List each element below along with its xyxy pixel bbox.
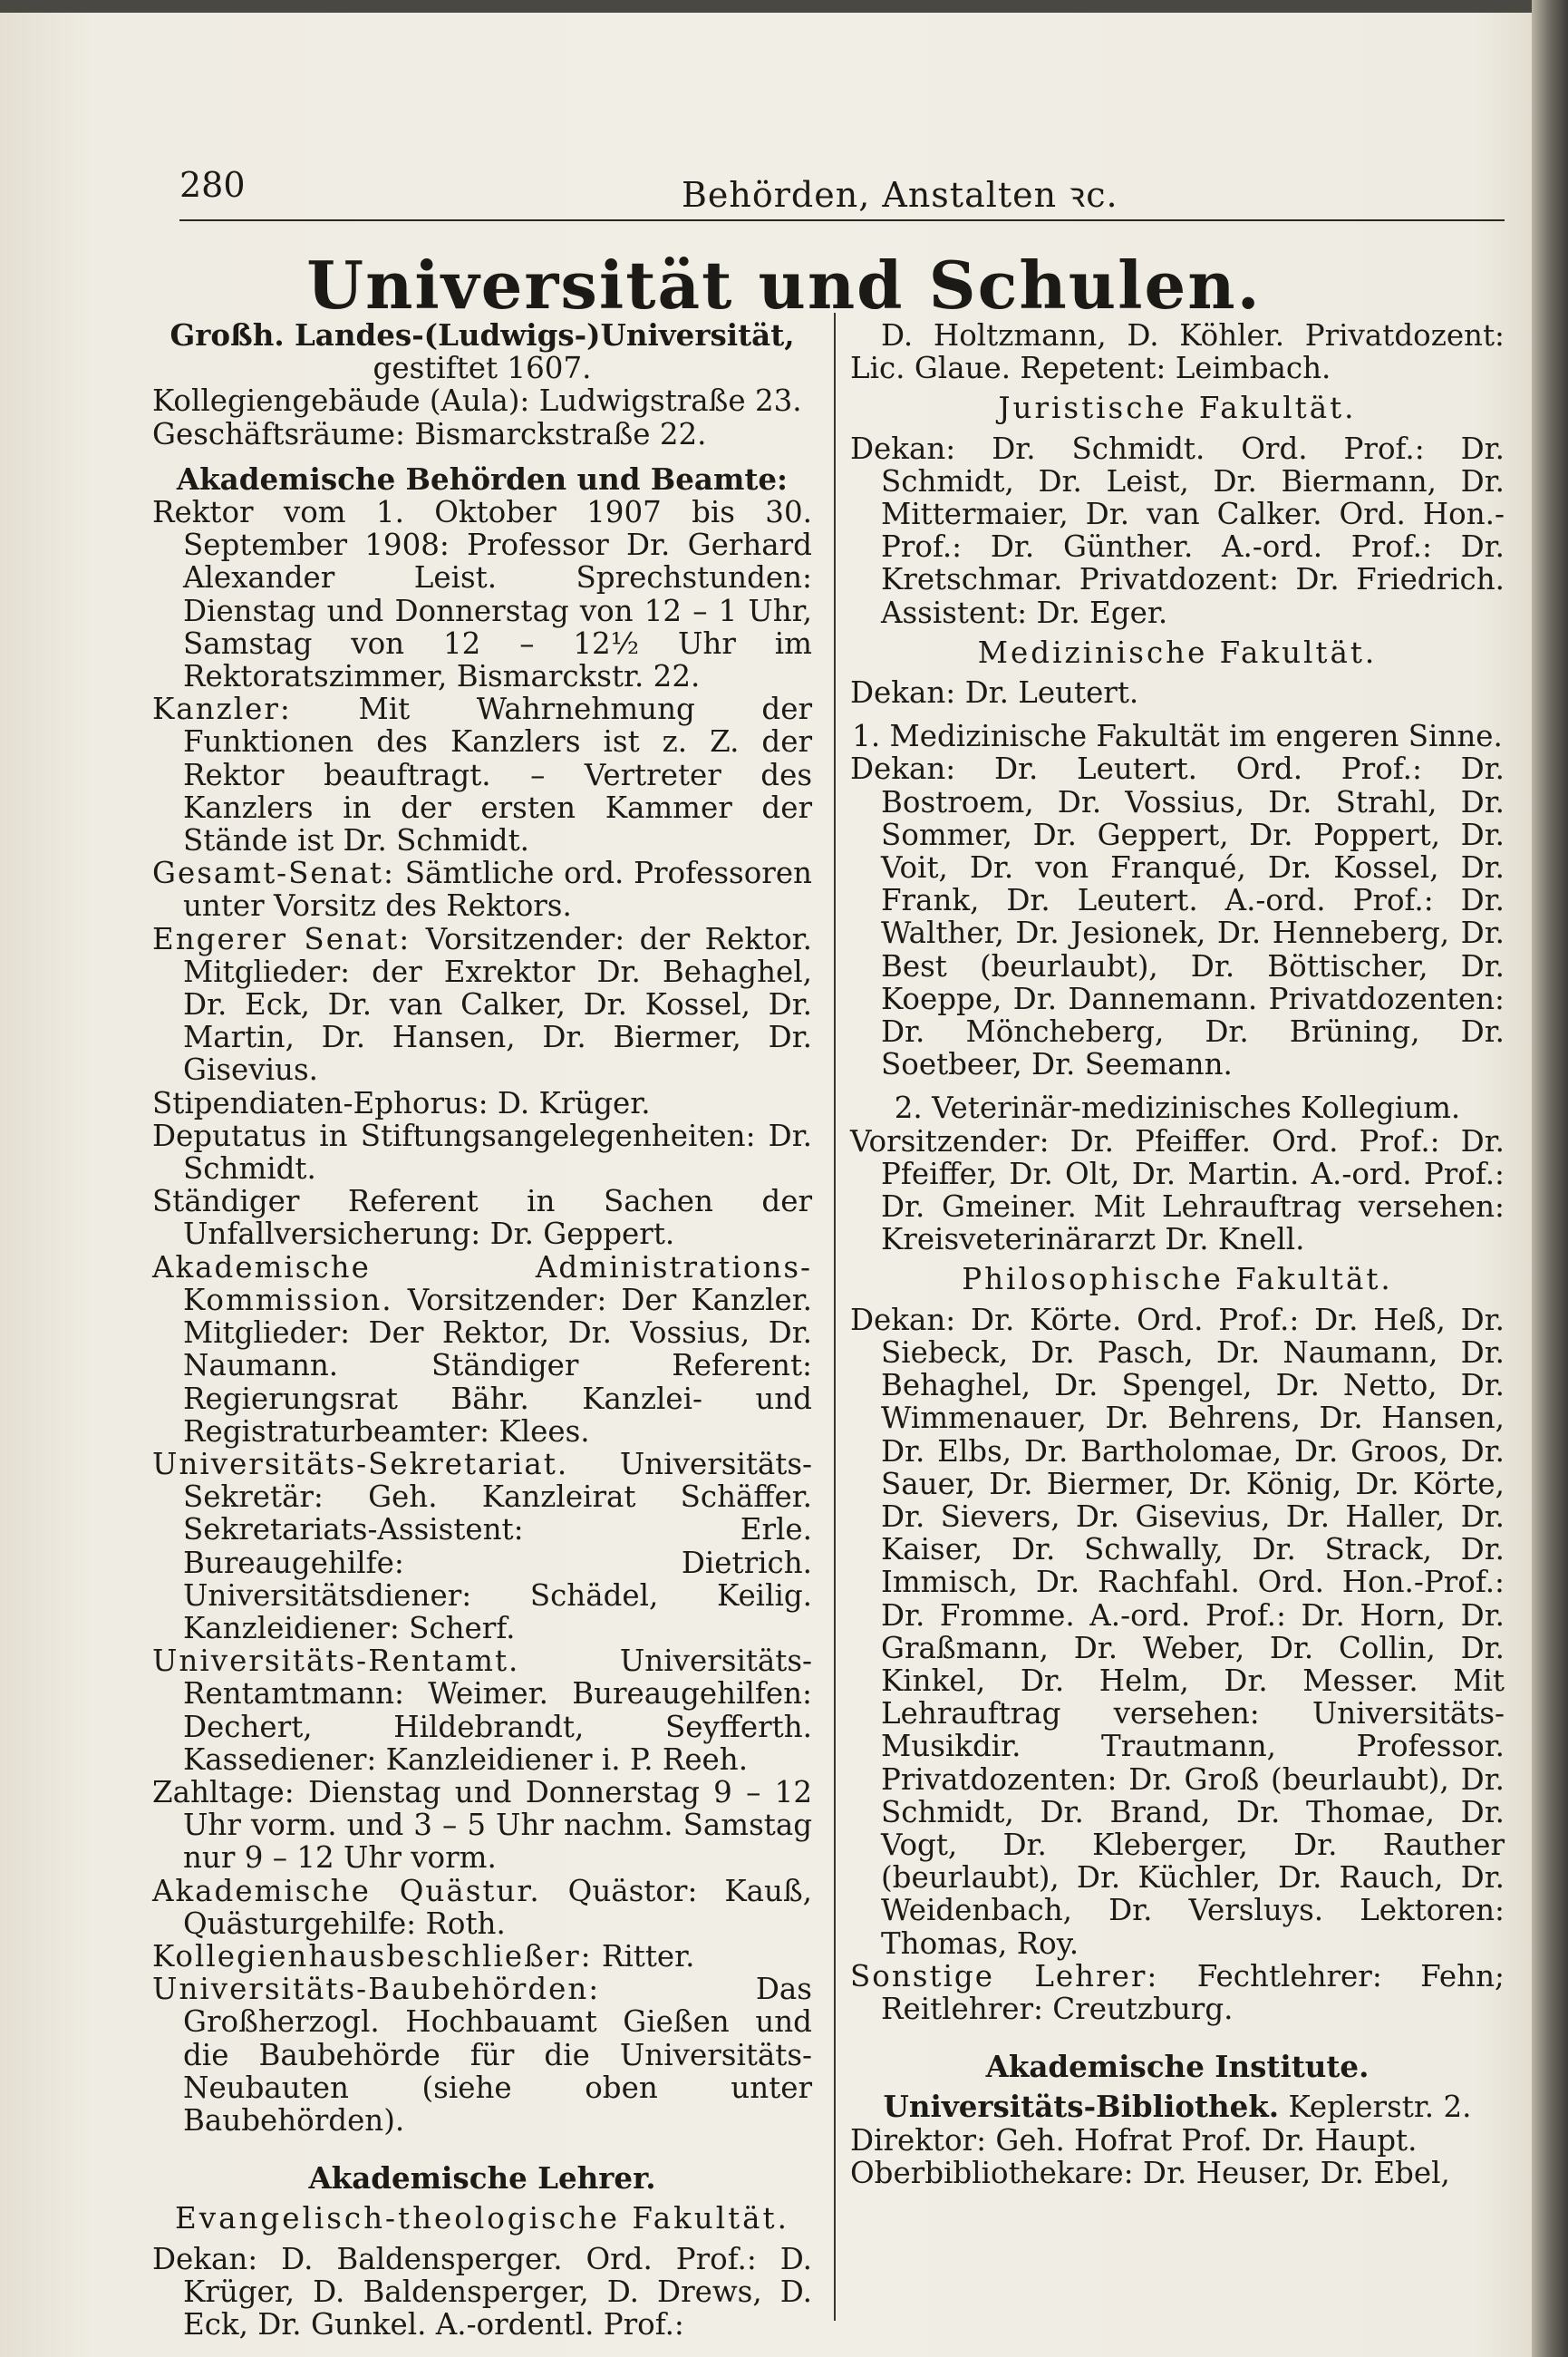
bibliothek-label: Universitäts-Bibliothek. [883, 2089, 1280, 2125]
baubehoerden-text: Das Großherzogl. Hochbauamt Gießen und die Baubehörde für die Universitäts-Neubauten (siehe oben unter Baubehörden). [183, 1972, 812, 2138]
med1-heading: 1. Medizinische Fakultät im engeren Sinne. [852, 719, 1503, 754]
rentamt-entry [152, 1644, 812, 1776]
rentamt-text: Universitäts-Rentamtmann: Weimer. Bureaugehilfen: Dechert, Hildebrandt, Seyfferth. Kassediener: Kanzleidiener i. P. Reeh. [183, 1644, 812, 1777]
gesamtsenat-entry [152, 857, 812, 922]
quaestur-text: Quästor: Kauß, Quästurgehilfe: Roth. [183, 1873, 812, 1941]
rentamt-label: Universitäts-Rentamt. [152, 1644, 520, 1679]
geschaeftsraeume: Geschäftsräume: Bismarckstraße 22. [152, 416, 707, 451]
zahltage-entry: Zahltage: Dienstag und Donnerstag 9 – 12 Uhr vorm. und 3 – 5 Uhr nachm. Samstag nur 9 – 12 Uhr vorm. [152, 1774, 812, 1876]
kanzler-text: Mit Wahrnehmung der Funktionen des Kanzlers ist z. Z. der Rektor beauftragt. – Vertreter des Kanzlers in der ersten Kammer der Stände ist Dr. Schmidt. [183, 692, 812, 858]
direktor-entry: Direktor: Geh. Hofrat Prof. Dr. Haupt. [850, 2122, 1418, 2158]
institute-heading: Akademische Institute. [985, 2049, 1370, 2085]
admin-kommission-text: Vorsitzender: Der Kanzler. Mitglieder: Der Rektor, Dr. Vossius, Dr. Naumann. Ständiger Referent: Regierungsrat Bähr. Kanzlei- und Registraturbeamter: Klees. [183, 1282, 812, 1449]
main-title: Universität und Schulen. [306, 247, 1262, 324]
admin-kommission-entry [152, 1251, 812, 1448]
sekretariat-entry [152, 1448, 812, 1644]
beschliesser-text: Ritter. [601, 1938, 695, 1974]
right-column [850, 319, 1505, 2189]
engerer-senat-entry [152, 923, 812, 1087]
beschliesser-label: Kollegienhausbeschließer: [152, 1938, 593, 1974]
behoerden-heading: Akademische Behörden und Beamte: [176, 461, 789, 497]
jur-text: Dekan: Dr. Schmidt. Ord. Prof.: Dr. Schmidt, Dr. Leist, Dr. Biermann, Dr. Mittermaier, Dr. van Calker. Ord. Hon.-Prof.: Dr. Günther. A.-ord. Prof.: Dr. Kretschmar. Privatdozent: Dr. Friedrich. Assistent: Dr. Eger. [850, 431, 1505, 630]
evang-theol-text: Dekan: D. Baldensperger. Ord. Prof.: D. Krüger, D. Baldensperger, D. Drews, D. Eck, Dr. Gunkel. A.-ordentl. Prof.: [152, 2241, 812, 2342]
left-column [152, 319, 812, 2341]
phil-heading: Philosophische Fakultät. [962, 1262, 1393, 1297]
med2-text: Vorsitzender: Dr. Pfeiffer. Ord. Prof.: Dr. Pfeiffer, Dr. Olt, Dr. Martin. A.-ord. Prof.: Dr. Gmeiner. Mit Lehrauftrag versehen: Kreisveterinärarzt Dr. Knell. [850, 1123, 1505, 1257]
university-founded: gestiftet 1607. [373, 351, 592, 386]
header-rule [179, 219, 1505, 221]
quaestur-label: Akademische Quästur. [152, 1873, 541, 1908]
running-title: Behörden, Anstalten ꝛc. [682, 175, 1118, 215]
baubehoerden-entry [152, 1973, 812, 2137]
beschliesser-entry [152, 1940, 812, 1973]
sekretariat-text: Universitäts-Sekretär: Geh. Kanzleirat Schäffer. Sekretariats-Assistent: Erle. Bureaugehilfe: Dietrich. Universitätsdiener: Schädel, Keilig. Kanzleidiener: Scherf. [183, 1446, 812, 1645]
admin-kommission-label: Akademische Administrations-Kommission. [152, 1249, 812, 1317]
university-name: Großh. Landes-(Ludwigs-)Universität, [169, 317, 795, 353]
sekretariat-label: Universitäts-Sekretariat. [152, 1446, 569, 1481]
kollegiengebaeude: Kollegiengebäude (Aula): Ludwigstraße 23. [152, 383, 802, 419]
book-edge-right [1532, 0, 1568, 2357]
gesamtsenat-label: Gesamt-Senat: [152, 856, 395, 891]
gesamtsenat-text: Sämtliche ord. Professoren unter Vorsitz des Rektors. [183, 856, 812, 924]
bibliothek-entry [850, 2090, 1505, 2123]
med-heading: Medizinische Fakultät. [977, 635, 1378, 670]
referent-entry: Ständiger Referent in Sachen der Unfallversicherung: Dr. Geppert. [152, 1184, 812, 1252]
med-dekan: Dekan: Dr. Leutert. [850, 675, 1139, 711]
sonstige-text: Fechtlehrer: Fehn; Reitlehrer: Creutzburg. [881, 1958, 1505, 2026]
baubehoerden-label: Universitäts-Baubehörden: [152, 1972, 601, 2007]
deputatus-entry: Deputatus in Stiftungsangelegenheiten: Dr. Schmidt. [152, 1118, 812, 1187]
stipendiaten-entry: Stipendiaten-Ephorus: D. Krüger. [152, 1085, 651, 1120]
scan-edge-top [0, 0, 1568, 13]
engerer-senat-label: Engerer Senat: [152, 921, 411, 956]
rektor-entry: Rektor vom 1. Oktober 1907 bis 30. September 1908: Professor Dr. Gerhard Alexander Leist. Sprechstunden: Dienstag und Donnerstag von 12 – 1 Uhr, Samstag von 12 – 12½ Uhr im Rektoratszimmer, Bismarckstr. 22. [152, 495, 812, 694]
sonstige-entry [850, 1960, 1505, 2025]
med2-heading: 2. Veterinär-medizinisches Kollegium. [894, 1091, 1461, 1126]
oberbibliothekare-entry: Oberbibliothekare: Dr. Heuser, Dr. Ebel, [850, 2155, 1450, 2190]
kanzler-entry [152, 693, 812, 857]
bibliothek-address: Keplerstr. 2. [1288, 2090, 1472, 2125]
quaestur-entry [152, 1875, 812, 1940]
kanzler-label: Kanzler: [152, 692, 292, 727]
evang-theol-heading: Evangelisch-theologische Fakultät. [175, 2201, 789, 2236]
engerer-senat-text: Vorsitzender: der Rektor. Mitglieder: der Exrektor Dr. Behaghel, Dr. Eck, Dr. van Calker, Dr. Kossel, Dr. Martin, Dr. Hansen, Dr. Biermer, Dr. Gisevius. [183, 921, 812, 1088]
lehrer-heading: Akademische Lehrer. [308, 2160, 656, 2197]
phil-text: Dekan: Dr. Körte. Ord. Prof.: Dr. Heß, Dr. Siebeck, Dr. Pasch, Dr. Naumann, Dr. Behaghel, Dr. Spengel, Dr. Netto, Dr. Wimmenauer, Dr. Behrens, Dr. Hansen, Dr. Elbs, Dr. Bartholomae, Dr. Groos, Dr. Sauer, Dr. Biermer, Dr. König, Dr. Körte, Dr. Sievers, Dr. Gisevius, Dr. Haller, Dr. Kaiser, Dr. Schwally, Dr. Strack, Dr. Immisch, Dr. Rachfahl. Ord. Hon.-Prof.: Dr. Fromme. A.-ord. Prof.: Dr. Horn, Dr. Graßmann, Dr. Weber, Dr. Collin, Dr. Kinkel, Dr. Helm, Dr. Messer. Mit Lehrauftrag versehen: Universitäts-Musikdir. Trautmann, Professor. Privatdozenten: Dr. Groß (beurlaubt), Dr. Schmidt, Dr. Brand, Dr. Thomae, Dr. Vogt, Dr. Kleberger, Dr. Rauther (beurlaubt), Dr. Küchler, Dr. Rauch, Dr. Weidenbach, Dr. Versluys. Lektoren: Thomas, Roy. [850, 1302, 1505, 1961]
sonstige-label: Sonstige Lehrer: [850, 1958, 1159, 1993]
jur-heading: Juristische Fakultät. [998, 391, 1357, 426]
column-divider [834, 313, 836, 2321]
page-number: 280 [179, 165, 246, 205]
evang-theol-continued: D. Holtzmann, D. Köhler. Privatdozent: Lic. Glaue. Repetent: Leimbach. [850, 318, 1505, 386]
med1-text: Dekan: Dr. Leutert. Ord. Prof.: Dr. Bostroem, Dr. Vossius, Dr. Strahl, Dr. Sommer, Dr. Geppert, Dr. Poppert, Dr. Voit, Dr. von Franqué, Dr. Kossel, Dr. Frank, Dr. Leutert. A.-ord. Prof.: Dr. Walther, Dr. Jesionek, Dr. Henneberg, Dr. Best (beurlaubt), Dr. Böttischer, Dr. Koeppe, Dr. Dannemann. Privatdozenten: Dr. Möncheberg, Dr. Brüning, Dr. Soetbeer, Dr. Seemann. [850, 752, 1505, 1082]
